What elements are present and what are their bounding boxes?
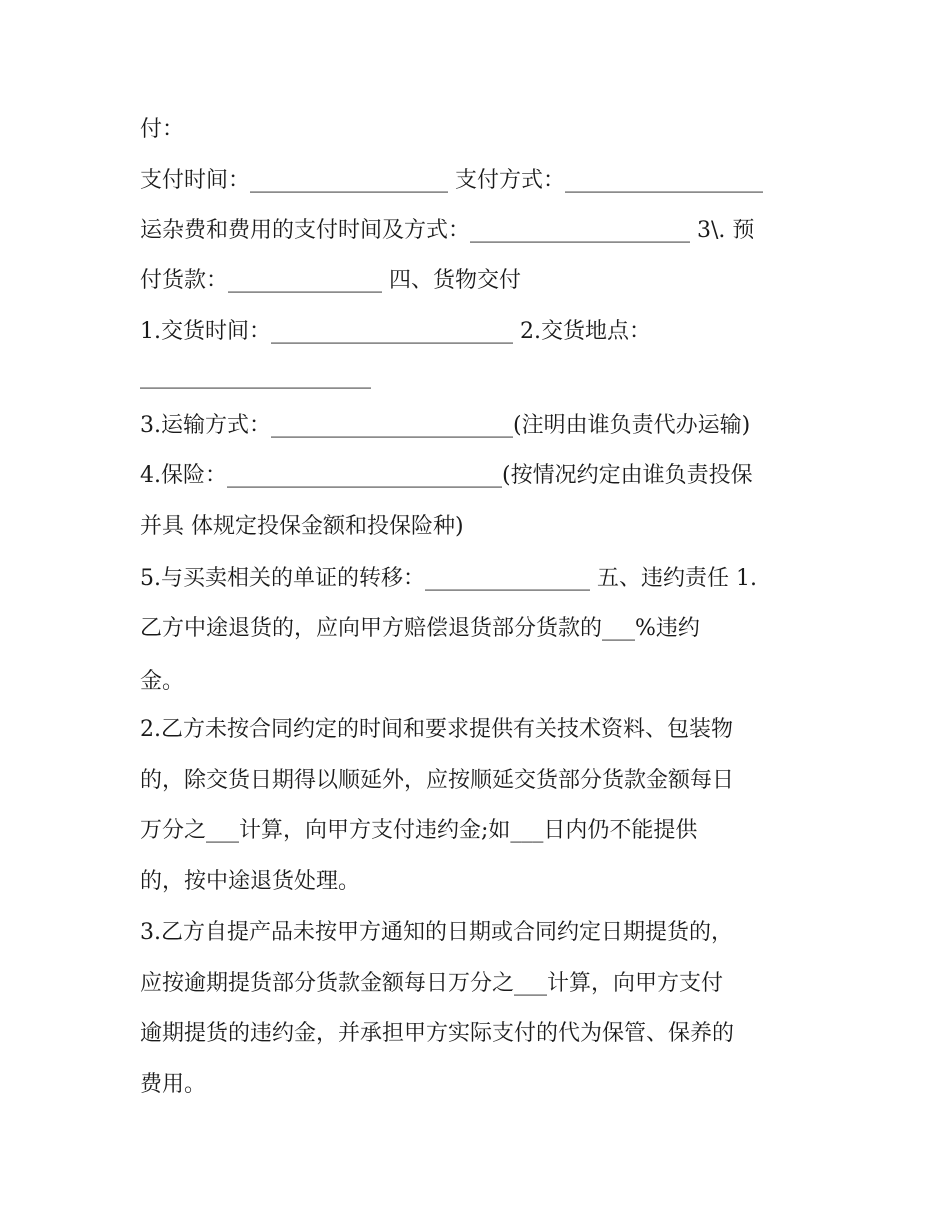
text-line: 5.与买卖相关的单证的转移：_______________ 五、违约责任 1. bbox=[140, 566, 757, 591]
text-line: 金。 bbox=[140, 669, 185, 694]
text-line: 并具 体规定投保金额和投保险种) bbox=[140, 514, 464, 539]
text-line: 的，除交货日期得以顺延外，应按顺延交货部分货款金额每日 bbox=[140, 768, 735, 793]
text-line: 逾期提货的违约金，并承担甲方实际支付的代为保管、保养的 bbox=[140, 1021, 735, 1046]
text-line: 2.乙方未按合同约定的时间和要求提供有关技术资料、包装物 bbox=[140, 717, 733, 742]
text-line: 支付时间：__________________ 支付方式：__________________ bbox=[140, 168, 763, 193]
text-line: 万分之___计算，向甲方支付违约金;如___日内仍不能提供 bbox=[140, 818, 698, 843]
text-line: 3.乙方自提产品未按甲方通知的日期或合同约定日期提货的， bbox=[140, 920, 733, 945]
text-line: 费用。 bbox=[140, 1072, 207, 1097]
text-line: 1.交货时间：______________________ 2.交货地点： bbox=[140, 319, 651, 344]
text-line: 运杂费和费用的支付时间及方式：____________________ 3\. 预 bbox=[140, 218, 755, 243]
text-line: 4.保险：_________________________(按情况约定由谁负责投保 bbox=[140, 463, 753, 488]
text-line: 付货款：______________ 四、货物交付 bbox=[140, 268, 521, 293]
text-line: _____________________ bbox=[140, 364, 371, 389]
text-line: 的，按中途退货处理。 bbox=[140, 869, 361, 894]
text-line: 应按逾期提货部分货款金额每日万分之___计算，向甲方支付 bbox=[140, 971, 724, 996]
text-line: 3.运输方式：______________________(注明由谁负责代办运输) bbox=[140, 413, 751, 438]
text-line: 付： bbox=[140, 117, 185, 142]
text-line: 乙方中途退货的，应向甲方赔偿退货部分货款的___%违约 bbox=[140, 616, 700, 641]
